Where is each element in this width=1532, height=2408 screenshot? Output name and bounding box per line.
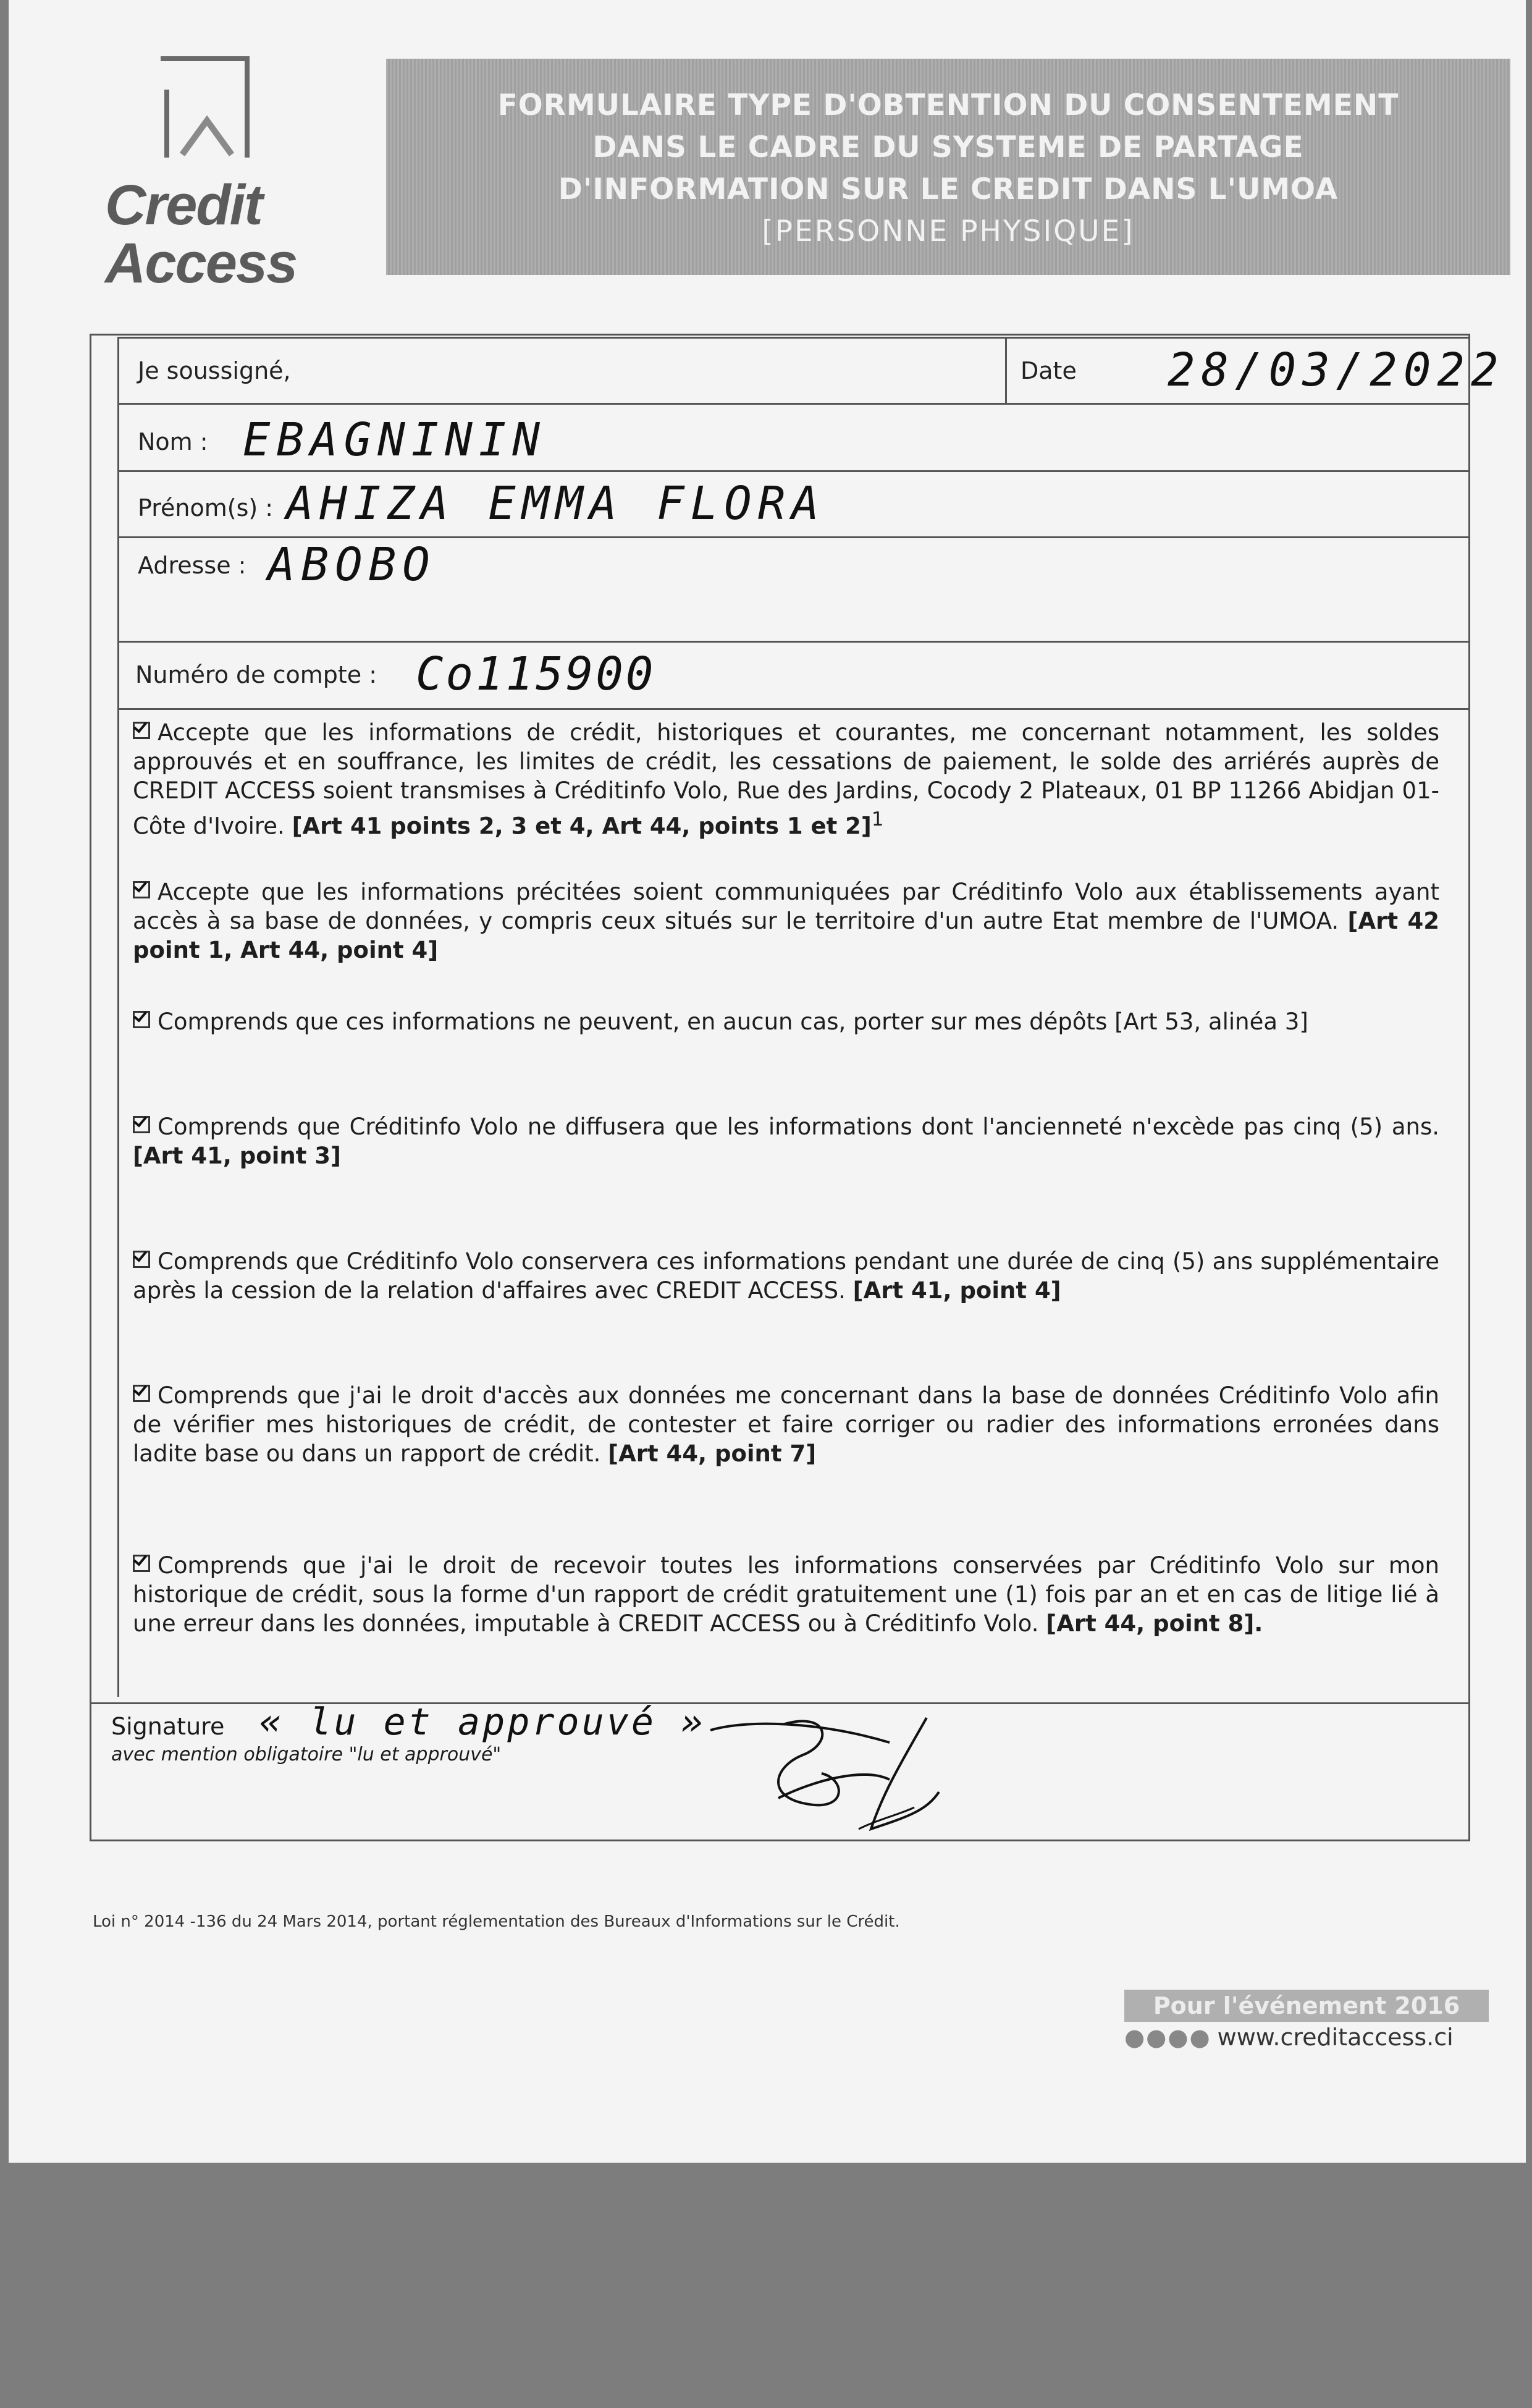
logo-text-credit: Credit bbox=[105, 174, 262, 237]
logo-text-access: Access bbox=[105, 232, 297, 295]
title-line-3: D'INFORMATION SUR LE CREDIT DANS L'UMOA bbox=[558, 172, 1339, 206]
social-icons: ●●●● bbox=[1124, 2024, 1211, 2051]
clause-6-ref: [Art 44, point 7] bbox=[608, 1440, 817, 1467]
soussigne-row bbox=[117, 337, 1007, 405]
signature-mention-handwritten[interactable]: « lu et approuvé » bbox=[259, 1700, 706, 1744]
clause-1-ref: [Art 41 points 2, 3 et 4, Art 44, points 1 et 2] bbox=[292, 813, 872, 840]
credit-access-logo bbox=[105, 53, 303, 300]
checkbox-clause-3[interactable] bbox=[133, 1011, 150, 1028]
clause-1-footnote: 1 bbox=[871, 808, 884, 830]
checkbox-clause-5[interactable] bbox=[133, 1251, 150, 1268]
clause-5-text: Comprends que Créditinfo Volo conservera ces informations pendant une durée de cinq (5) ans supplémentaire après la cession de la relation d'affaires avec CREDIT ACCESS. bbox=[133, 1248, 1439, 1304]
prenom-row bbox=[117, 470, 1470, 538]
compte-row bbox=[117, 641, 1470, 710]
clause-7-text: Comprends que j'ai le droit de recevoir toutes les informations conservées par Créditinfo Volo sur mon historique de crédit, sous la forme d'un rapport de crédit gratuitement une (1) fois par an et en cas de litige lié à une erreur dans les données, imputable à CREDIT ACCESS ou à Créditinfo Volo. bbox=[133, 1552, 1439, 1637]
footer-law-reference: Loi n° 2014 -136 du 24 Mars 2014, portant réglementation des Bureaux d'Informations sur le Crédit. bbox=[93, 1912, 900, 1931]
checkbox-clause-1[interactable] bbox=[133, 722, 150, 739]
checkbox-clause-4[interactable] bbox=[133, 1116, 150, 1133]
clause-4-ref: [Art 41, point 3] bbox=[133, 1143, 341, 1169]
clause-2-text: Accepte que les informations précitées soient communiquées par Créditinfo Volo aux établissements ayant accès à sa base de données, y compris ceux situés sur le territoire d'un autre Etat membre de l'UMOA. bbox=[133, 879, 1439, 934]
checkbox-clause-2[interactable] bbox=[133, 881, 150, 898]
adresse-field[interactable]: ABOBO bbox=[267, 538, 436, 591]
compte-label: Numéro de compte : bbox=[135, 661, 377, 688]
clauses-box bbox=[117, 708, 1470, 1697]
footer-banner: Pour l'événement 2016 bbox=[1124, 1990, 1489, 2022]
handwritten-signature-icon[interactable] bbox=[704, 1705, 964, 1835]
form-title-banner bbox=[386, 59, 1510, 275]
signature-label: Signature bbox=[111, 1713, 225, 1740]
clause-4-text: Comprends que Créditinfo Volo ne diffusera que les informations dont l'ancienneté n'excède pas cinq (5) ans. bbox=[158, 1113, 1439, 1140]
nom-field[interactable]: EBAGNININ bbox=[243, 413, 546, 467]
compte-field[interactable]: Co115900 bbox=[416, 648, 656, 701]
footer-website[interactable] bbox=[1124, 2024, 1454, 2051]
date-label: Date bbox=[1021, 357, 1077, 384]
clause-6-text: Comprends que j'ai le droit d'accès aux données me concernant dans la base de données Créditinfo Volo afin de vérifier mes historiques de crédit, de contester et faire corriger ou radier des informations erronées dans ladite base ou dans un rapport de crédit. bbox=[133, 1382, 1439, 1467]
title-line-4: [PERSONNE PHYSIQUE] bbox=[762, 214, 1135, 248]
clause-1-text: Accepte que les informations de crédit, historiques et courantes, me concernant notamment, les soldes approuvés et en souffrance, les limites de crédit, les cessations de paiement, le solde des arriérés auprès de CREDIT ACCESS soient transmises à Créditinfo Volo, Rue des Jardins, Cocody 2 Plateaux, 01 BP 11266 Abidjan 01- Côte d'Ivoire. bbox=[133, 719, 1439, 840]
soussigne-label: Je soussigné, bbox=[138, 357, 291, 384]
adresse-label: Adresse : bbox=[138, 552, 246, 579]
clause-3 bbox=[133, 1007, 1439, 1036]
clause-3-ref: [Art 53, alinéa 3] bbox=[1114, 1008, 1308, 1035]
clause-2-ref: [Art 42 point 1, Art 44, point 4] bbox=[133, 908, 1439, 963]
signature-note: avec mention obligatoire "lu et approuvé" bbox=[111, 1744, 502, 1765]
clause-1 bbox=[133, 718, 1439, 840]
clause-7 bbox=[133, 1551, 1439, 1638]
checkbox-clause-7[interactable] bbox=[133, 1555, 150, 1572]
clause-6 bbox=[133, 1381, 1439, 1468]
adresse-row bbox=[117, 536, 1470, 643]
date-row bbox=[1005, 337, 1505, 405]
clause-7-ref: [Art 44, point 8]. bbox=[1046, 1610, 1263, 1637]
clause-2 bbox=[133, 877, 1439, 965]
clause-5-ref: [Art 41, point 4] bbox=[852, 1277, 1061, 1304]
footer-url-text[interactable]: www.creditaccess.ci bbox=[1217, 2024, 1454, 2051]
date-field[interactable]: 28/03/2022 bbox=[1168, 344, 1505, 397]
nom-label: Nom : bbox=[138, 428, 208, 455]
clause-3-text: Comprends que ces informations ne peuvent, en aucun cas, porter sur mes dépôts bbox=[158, 1008, 1108, 1035]
title-line-1: FORMULAIRE TYPE D'OBTENTION DU CONSENTEMENT bbox=[497, 88, 1399, 122]
nom-row bbox=[117, 403, 1470, 472]
title-line-2: DANS LE CADRE DU SYSTEME DE PARTAGE bbox=[592, 130, 1304, 164]
prenom-label: Prénom(s) : bbox=[138, 494, 274, 522]
clause-5 bbox=[133, 1247, 1439, 1305]
prenom-field[interactable]: AHIZA EMMA FLORA bbox=[286, 477, 825, 530]
checkbox-clause-6[interactable] bbox=[133, 1385, 150, 1402]
clause-4 bbox=[133, 1112, 1439, 1170]
logo-mark-icon bbox=[154, 53, 259, 164]
